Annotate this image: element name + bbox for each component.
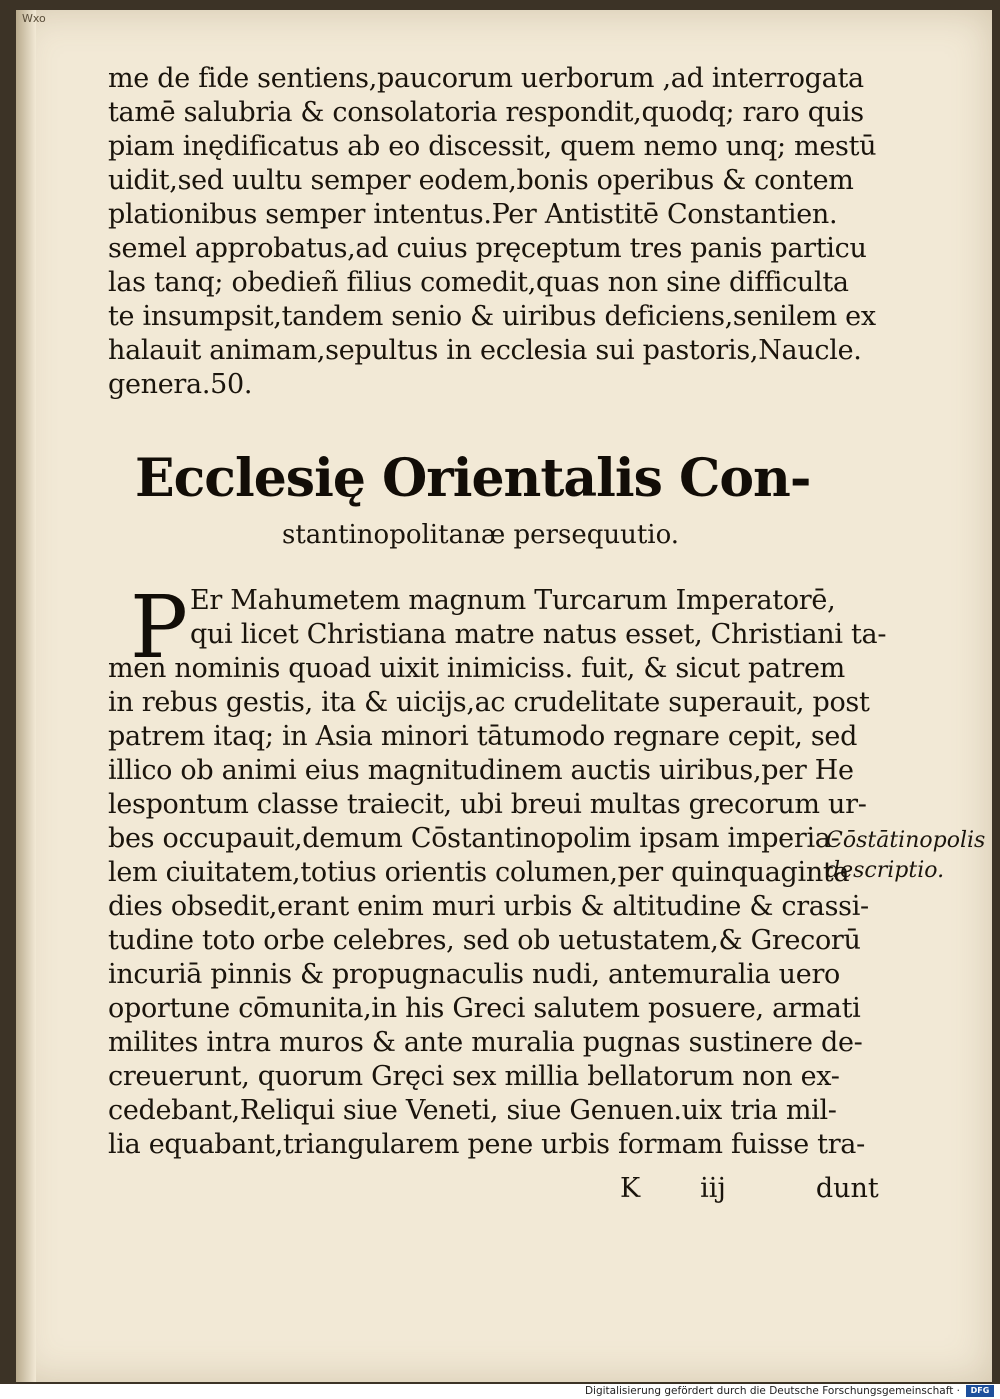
text-line: tudine toto orbe celebres, sed ob uetustatem,& Grecorū	[108, 925, 861, 956]
text-line: plationibus semper intentus.Per Antistitē Constantien.	[108, 199, 838, 230]
signature-line	[620, 1173, 879, 1204]
page-gutter	[16, 10, 36, 1382]
text-line: cedebant,Reliqui siue Veneti, siue Genuen.uix tria mil-	[108, 1095, 837, 1126]
signature-mark: K	[620, 1173, 641, 1204]
corner-stamp: Wxo	[22, 12, 46, 25]
text-line: las tanq; obedieñ filius comedit,quas non sine difficulta	[108, 267, 849, 298]
signature-leaf: iij	[700, 1173, 726, 1204]
marginal-note-line: Cōstātinopolis	[826, 828, 986, 853]
text-line: lem ciuitatem,totius orientis columen,per quinquaginta	[108, 857, 850, 888]
marginal-note	[826, 826, 986, 886]
text-line: qui licet Christiana matre natus esset, Christiani ta-	[190, 619, 887, 650]
text-line: patrem itaq; in Asia minori tātumodo regnare cepit, sed	[108, 721, 858, 752]
text-line: lespontum classe traiecit, ubi breui multas grecorum ur-	[108, 789, 867, 820]
text-line: piam inędificatus ab eo discessit, quem nemo unq; mestū	[108, 131, 877, 162]
text-line: incuriā pinnis & propugnaculis nudi, antemuralia uero	[108, 959, 841, 990]
text-line: halauit animam,sepultus in ecclesia sui pastoris,Naucle.	[108, 335, 862, 366]
text-line: in rebus gestis, ita & uicijs,ac crudelitate superauit, post	[108, 687, 870, 718]
text-line: bes occupauit,demum Cōstantinopolim ipsam imperia-	[108, 823, 840, 854]
text-line: milites intra muros & ante muralia pugnas sustinere de-	[108, 1027, 863, 1058]
drop-initial: P	[130, 578, 188, 678]
opening-paragraph	[108, 62, 877, 402]
text-line: dies obsedit,erant enim muri urbis & altitudine & crassi-	[108, 891, 869, 922]
section-heading: Ecclesię Orientalis Con-	[135, 448, 811, 509]
text-line: Er Mahumetem magnum Turcarum Imperatorē,	[190, 585, 836, 616]
text-line: creuerunt, quorum Gręci sex millia bellatorum non ex-	[108, 1061, 840, 1092]
text-line: genera.50.	[108, 369, 253, 400]
text-line: men nominis quoad uixit inimiciss. fuit, & sicut patrem	[108, 653, 845, 684]
section-subheading: stantinopolitanæ persequutio.	[282, 520, 680, 550]
catchword: dunt	[815, 1173, 879, 1204]
text-line: tamē salubria & consolatoria respondit,quodq; raro quis	[108, 97, 864, 128]
footer-credit: Digitalisierung gefördert durch die Deutsche Forschungsgemeinschaft ·	[584, 1385, 960, 1397]
text-line: te insumpsit,tandem senio & uiribus deficiens,senilem ex	[108, 301, 876, 332]
text-line: lia equabant,triangularem pene urbis formam fuisse tra-	[108, 1129, 865, 1160]
text-line: illico ob animi eius magnitudinem auctis uiribus,per He	[108, 755, 854, 786]
digitization-footer	[0, 1384, 1000, 1399]
dfg-logo: DFG	[966, 1385, 994, 1397]
marginal-note-line: descriptio.	[826, 858, 945, 883]
text-line: semel approbatus,ad cuius pręceptum tres panis particu	[108, 233, 867, 264]
text-line: me de fide sentiens,paucorum uerborum ,ad interrogata	[108, 63, 864, 94]
text-line: uidit,sed uultu semper eodem,bonis operibus & contem	[108, 165, 854, 196]
text-line: oportune cōmunita,in his Greci salutem posuere, armati	[108, 993, 861, 1024]
